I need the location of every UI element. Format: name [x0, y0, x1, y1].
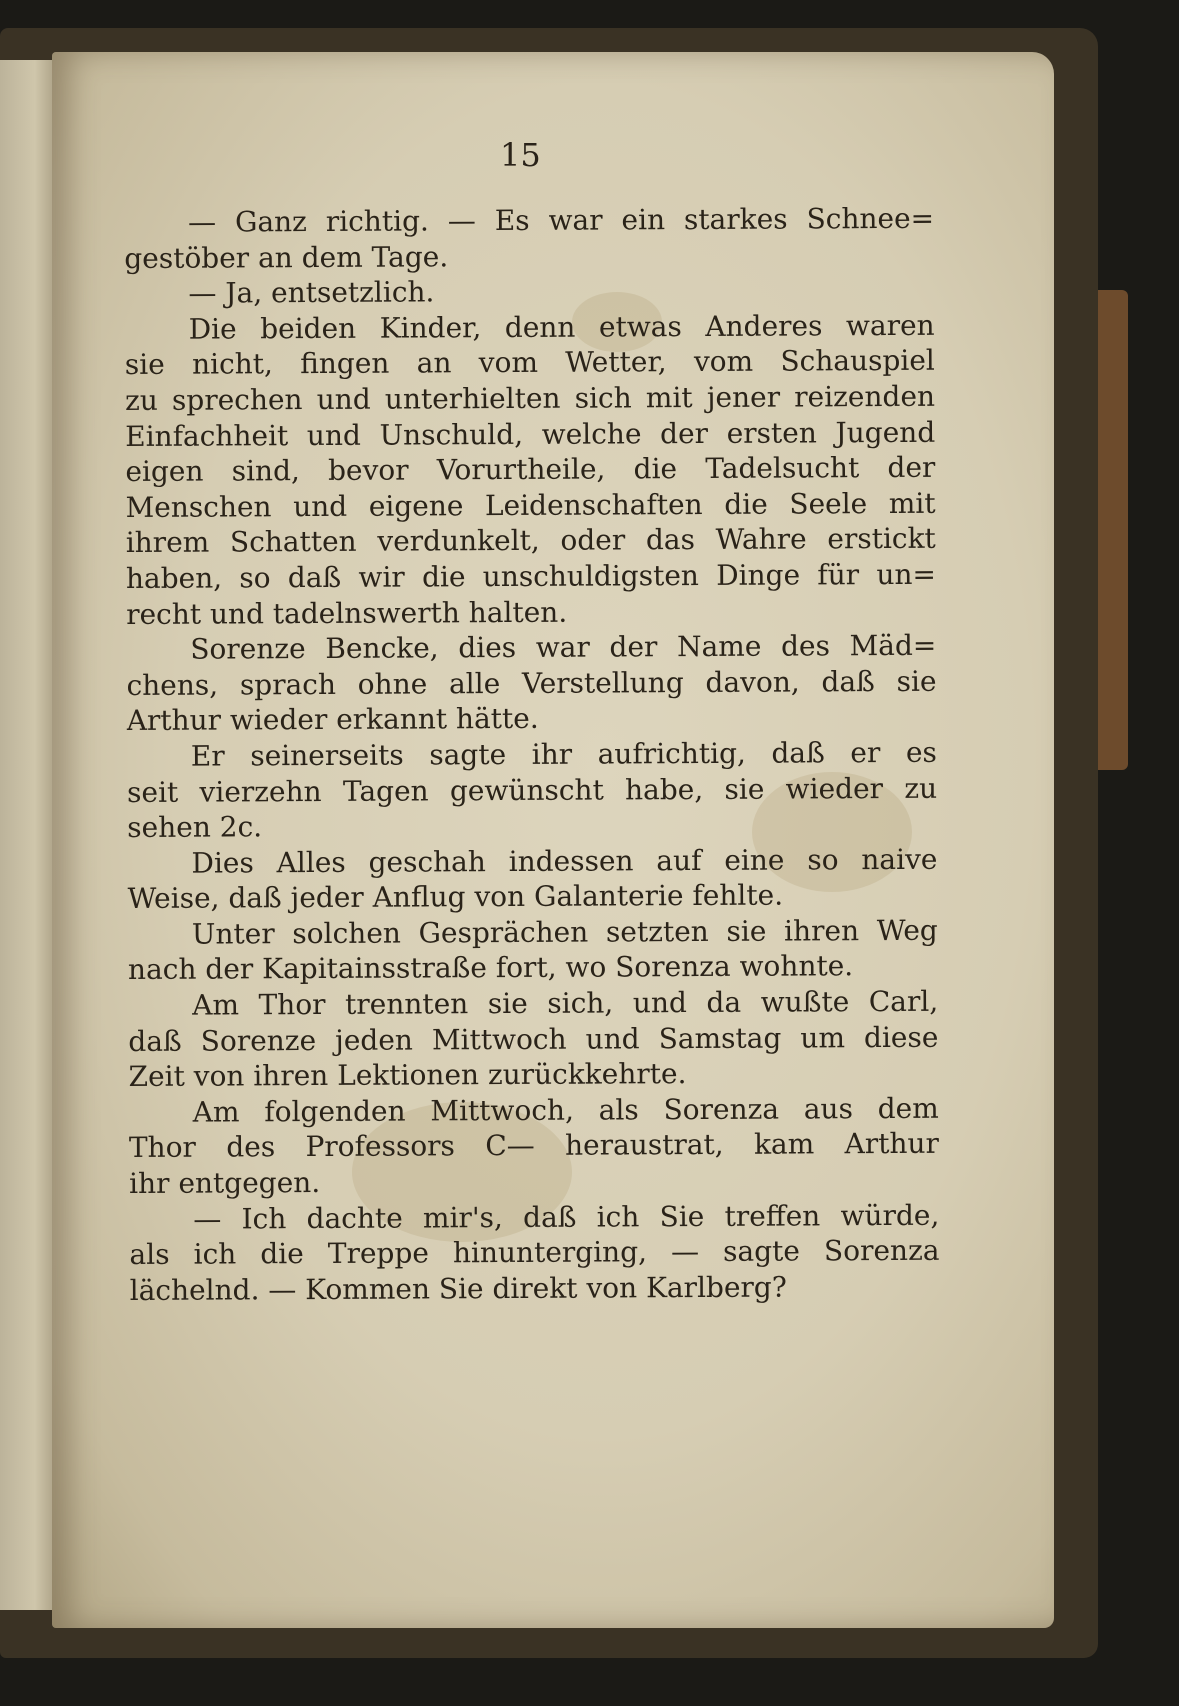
page-number: 15	[500, 136, 541, 174]
text-line: Arthur wieder erkannt hätte.	[126, 702, 539, 738]
text-line: Am Thor trennten sie sich, und da wußte Carl,	[192, 984, 939, 1022]
text-line: chens, sprach ohne alle Verstellung davon, daß sie	[126, 664, 937, 702]
text-line: Dies Alles geschah indessen auf eine so naive	[191, 842, 938, 880]
text-line: — Ich dachte mir's, daß ich Sie treffen würde,	[193, 1198, 940, 1236]
text-line: Thor des Professors C— heraustrat, kam Arthur	[128, 1127, 940, 1165]
text-line: ihrem Schatten verdunkelt, oder das Wahre erstickt	[125, 522, 936, 560]
text-line: nach der Kapitainsstraße fort, wo Sorenza wohnte.	[127, 949, 854, 987]
text-line: zu sprechen und unterhielten sich mit jener reizenden	[124, 379, 936, 417]
text-line: Die beiden Kinder, denn etwas Anderes waren	[188, 308, 935, 346]
text-line: — Ja, entsetzlich.	[188, 275, 435, 310]
text-line: — Ganz richtig. — Es war ein starkes Schnee=	[188, 201, 935, 239]
text-line: seit vierzehn Tagen gewünscht habe, sie wieder zu	[126, 771, 938, 809]
text-line: lächelnd. — Kommen Sie direkt von Karlberg?	[129, 1270, 787, 1307]
text-line: Menschen und eigene Leidenschaften die Seele mit	[125, 486, 936, 524]
text-line: gestöber an dem Tage.	[124, 239, 449, 275]
previous-page-edge	[0, 60, 58, 1610]
text-line: eigen sind, bevor Vorurtheile, die Tadelsucht der	[125, 450, 936, 489]
text-line: ihr entgegen.	[129, 1166, 321, 1201]
text-line: sehen 2c.	[127, 810, 263, 845]
text-line: Er seinerseits sagte ihr aufrichtig, daß er es	[190, 735, 937, 773]
text-line: Einfachheit und Unschuld, welche der ersten Jugend	[125, 415, 936, 453]
text-line: Zeit von ihren Lektionen zurückkehrte.	[128, 1057, 687, 1094]
text-line: daß Sorenze jeden Mittwoch und Samstag um diese	[128, 1020, 939, 1058]
text-line: Am folgenden Mittwoch, als Sorenza aus dem	[192, 1091, 939, 1129]
text-line: recht und tadelnswerth halten.	[126, 595, 568, 631]
text-line: Unter solchen Gesprächen setzten sie ihren Weg	[191, 913, 938, 951]
text-line: haben, so daß wir die unschuldigsten Dinge für un=	[125, 557, 937, 595]
text-line: als ich die Treppe hinunterging, — sagte Sorenza	[129, 1233, 940, 1272]
body-text	[124, 201, 940, 1309]
text-line: Sorenze Bencke, dies war der Name des Mäd=	[190, 628, 937, 666]
text-line: sie nicht, fingen an vom Wetter, vom Schauspiel	[124, 344, 935, 382]
bookmark-tab	[1098, 290, 1128, 770]
text-line: Weise, daß jeder Anflug von Galanterie fehlte.	[127, 878, 784, 916]
